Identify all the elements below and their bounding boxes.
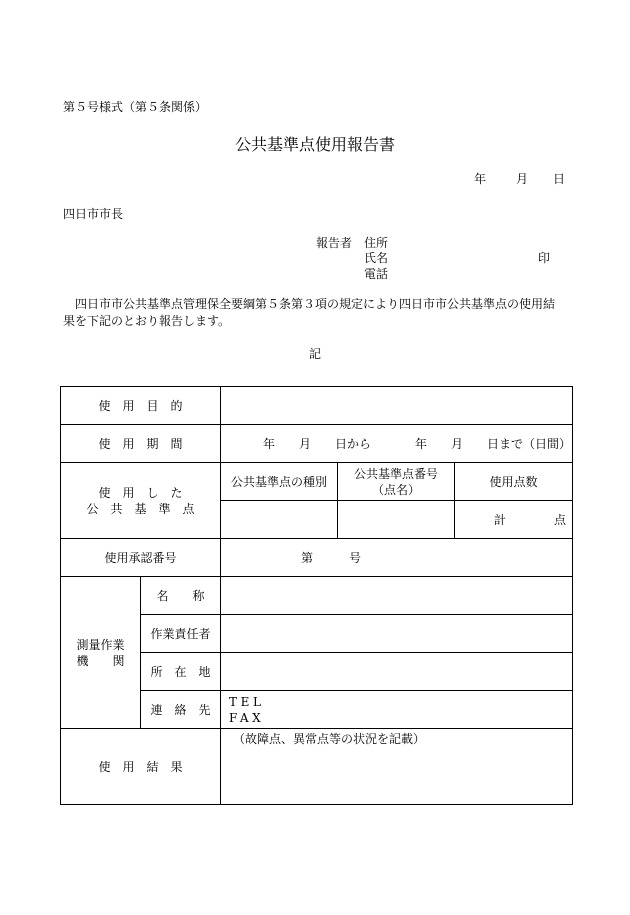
col-header-number-line1: 公共基準点番号 [354,466,439,481]
org-manager-field[interactable] [221,615,573,653]
date-day: 日 [553,172,566,186]
row-result [61,729,573,805]
period-to: 年 月 日まで（日間） [415,436,572,451]
col-header-type: 公共基準点の種別 [221,463,338,501]
reporter-address-label: 住所 [364,236,389,250]
period-from: 年 月 日から [263,436,372,451]
reporter-name-label: 氏名 [364,251,389,265]
org-manager-label: 作業責任者 [141,615,221,653]
row-points-header [61,463,573,501]
period-label: 使 用 期 間 [61,425,221,463]
col-header-number [338,463,455,501]
tel-label: TEL [229,694,265,709]
org-name-label: 名 称 [141,577,221,615]
point-number-field[interactable] [338,501,455,539]
row-period [61,425,573,463]
document-title: 公共基準点使用報告書 [234,135,395,154]
reporter-seal-mark: 印 [538,251,551,265]
reporter-tel-label: 電話 [364,267,389,281]
org-location-label: 所 在 地 [141,653,221,691]
approval-field[interactable] [221,539,573,577]
date-line [474,170,565,187]
period-field[interactable] [221,425,573,463]
org-name-field[interactable] [221,577,573,615]
result-note: （故障点、異常点等の状況を記載） [233,732,426,746]
survey-org-line1: 測量作業 [76,637,125,652]
org-location-field[interactable] [221,653,573,691]
points-label [61,463,221,539]
form-number-label: 第５号様式（第５条関係） [63,100,208,114]
row-approval [61,539,573,577]
col-header-count: 使用点数 [455,463,573,501]
reporter-label: 報告者 [316,236,353,250]
point-type-field[interactable] [221,501,338,539]
org-contact-field[interactable] [221,691,573,729]
ki-heading: 記 [308,347,321,361]
report-body-text: 四日市市公共基準点管理保全要綱第５条第３項の規定により四日市市公共基準点の使用結果を下記のとおり報告します。 [63,297,556,328]
result-label: 使 用 結 果 [61,729,221,805]
col-header-number-line2: （点名） [372,482,421,497]
approval-label: 使用承認番号 [61,539,221,577]
survey-org-label [61,577,141,729]
org-contact-label: 連 絡 先 [141,691,221,729]
result-field[interactable] [221,729,573,805]
date-year: 年 [474,172,487,186]
approval-value: 第 号 [301,550,362,565]
fax-label: FAX [229,710,265,725]
purpose-label: 使 用 目 的 [61,387,221,425]
row-org-name [61,577,573,615]
report-form-table [60,386,573,805]
points-label-line2: 公 共 基 準 点 [86,501,195,516]
date-month: 月 [516,172,529,186]
point-count-field[interactable]: 計 点 [455,501,573,539]
purpose-field[interactable] [221,387,573,425]
points-label-line1: 使 用 し た [98,485,183,500]
row-purpose [61,387,573,425]
survey-org-line2: 機 関 [76,653,125,668]
addressee: 四日市市長 [63,207,124,221]
